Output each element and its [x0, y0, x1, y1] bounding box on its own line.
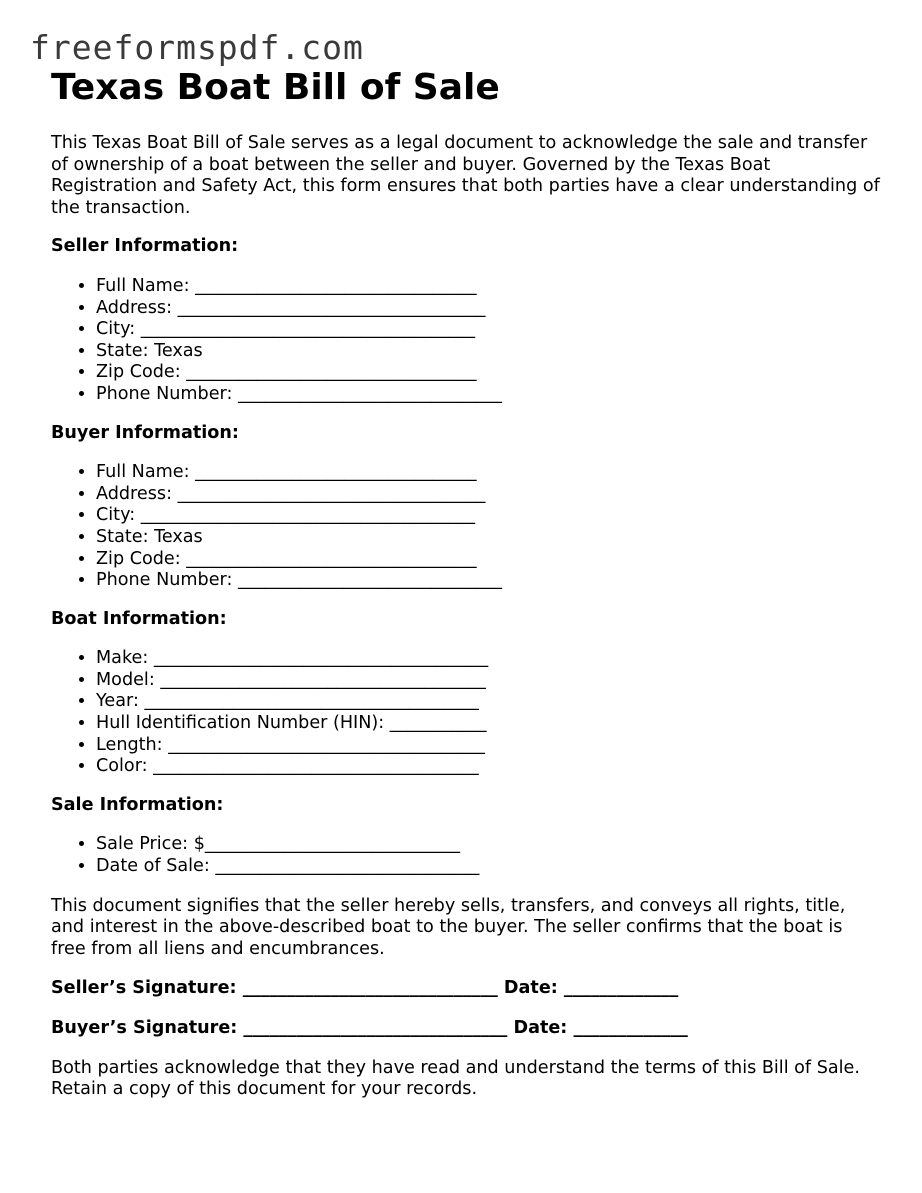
seller-info-list — [51, 276, 881, 406]
buyer-full-name-field[interactable]: • Full Name: ________________________________ — [96, 462, 881, 484]
seller-state-field: • State: Texas — [96, 341, 881, 363]
boat-model-field[interactable]: • Model: _____________________________________ — [96, 670, 881, 692]
boat-length-field[interactable]: • Length: ____________________________________ — [96, 735, 881, 757]
buyer-city-field[interactable]: • City: ______________________________________ — [96, 505, 881, 527]
seller-signature-line[interactable]: Seller’s Signature: _____________________________ Date: _____________ — [51, 978, 679, 999]
boat-info-list — [51, 648, 881, 778]
boat-make-field[interactable]: • Make: ______________________________________ — [96, 648, 881, 670]
boat-section-heading: Boat Information: — [51, 608, 227, 629]
buyer-zip-field[interactable]: • Zip Code: _________________________________ — [96, 549, 881, 571]
sale-section-heading: Sale Information: — [51, 794, 224, 815]
seller-city-field[interactable]: • City: ______________________________________ — [96, 319, 881, 341]
seller-section-heading: Seller Information: — [51, 236, 239, 257]
seller-address-field[interactable]: • Address: ___________________________________ — [96, 298, 881, 320]
boat-year-field[interactable]: • Year: ______________________________________ — [96, 691, 881, 713]
buyer-address-field[interactable]: • Address: ___________________________________ — [96, 484, 881, 506]
buyer-section-heading: Buyer Information: — [51, 422, 239, 443]
seller-full-name-field[interactable]: • Full Name: ________________________________ — [96, 276, 881, 298]
buyer-signature-line[interactable]: Buyer’s Signature: ______________________________ Date: _____________ — [51, 1018, 688, 1038]
document-title: Texas Boat Bill of Sale — [51, 67, 500, 108]
document-page — [51, 66, 881, 1101]
buyer-state-field: • State: Texas — [96, 527, 881, 549]
closing-paragraph: Both parties acknowledge that they have read and understand the terms of this Bill of Sale. Retain a copy of this document for your records. — [51, 1057, 860, 1100]
conveyance-paragraph: This document signifies that the seller hereby sells, transfers, and conveys all rights, title, and interest in the above-described boat to the buyer. The seller confirms that the boat is free from all liens and encumbrances. — [51, 895, 846, 959]
intro-paragraph: This Texas Boat Bill of Sale serves as a legal document to acknowledge the sale and transfer of ownership of a boat between the seller and buyer. Governed by the Texas Boat Registration and Safety Act, this form ensures that both parties have a clear understanding of the transaction. — [51, 133, 880, 218]
sale-date-field[interactable]: • Date of Sale: ______________________________ — [96, 856, 881, 878]
boat-color-field[interactable]: • Color: _____________________________________ — [96, 756, 881, 778]
seller-zip-field[interactable]: • Zip Code: _________________________________ — [96, 362, 881, 384]
sale-price-field[interactable]: • Sale Price: $_____________________________ — [96, 834, 881, 856]
buyer-info-list — [51, 462, 881, 592]
sale-info-list — [51, 834, 881, 877]
boat-hin-field[interactable]: • Hull Identification Number (HIN): ___________ — [96, 713, 881, 735]
seller-phone-field[interactable]: • Phone Number: ______________________________ — [96, 384, 881, 406]
buyer-phone-field[interactable]: • Phone Number: ______________________________ — [96, 570, 881, 592]
watermark-text: freeformspdf.com — [30, 28, 364, 67]
